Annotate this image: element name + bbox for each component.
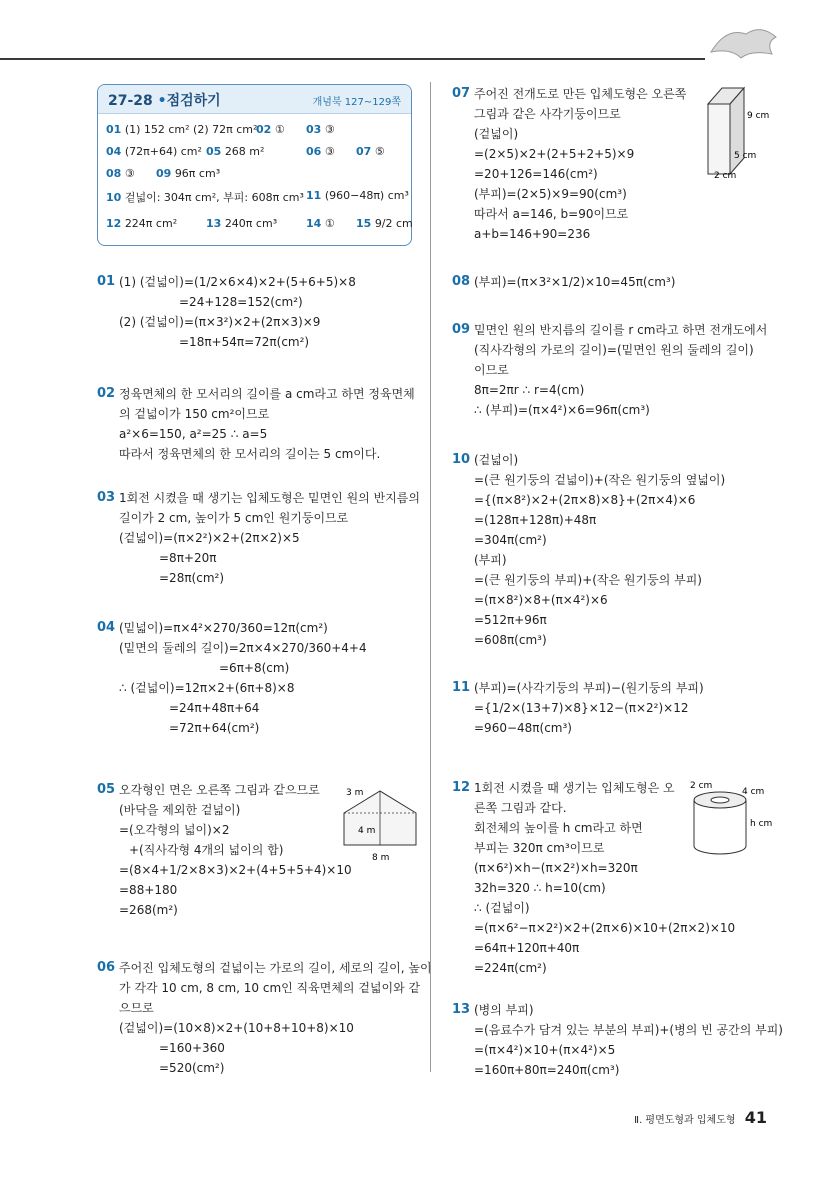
solution-line: 부피는 320π cm³이므로	[474, 841, 605, 855]
solution-line: (부피)=(π×3²×1/2)×10=45π(cm³)	[474, 275, 676, 289]
solution-line: =6π+8(cm)	[219, 661, 290, 675]
answer-text: 224π cm²	[124, 217, 178, 230]
answer-number: 14	[306, 217, 322, 230]
solution-line: =(2×5)×2+(2+5+2+5)×9	[474, 147, 635, 161]
answer-box-header	[98, 85, 411, 114]
solution-number: 02	[97, 386, 116, 401]
chapter-label: Ⅱ. 평면도형과 입체도형	[634, 1115, 736, 1126]
solution-line: (겉넓이)	[474, 127, 519, 141]
solution-line: =160+360	[159, 1041, 225, 1055]
answer-item	[106, 167, 135, 180]
answer-item	[356, 217, 413, 230]
solution-line: =72π+64(cm²)	[169, 721, 260, 735]
solution-number: 11	[452, 680, 471, 695]
solution-line: 이므로	[474, 363, 509, 377]
solution-number: 06	[97, 960, 116, 975]
answer-number: 11	[306, 189, 322, 202]
solution-line: 따라서 정육면체의 한 모서리의 길이는 5 cm이다.	[119, 447, 381, 461]
answer-item	[106, 145, 202, 158]
solution-line: (밑넓이)=π×4²×270/360=12π(cm²)	[119, 621, 328, 635]
answer-text: ③	[324, 123, 335, 136]
solution-line: (2) (겉넓이)=(π×3²)×2+(2π×3)×9	[119, 315, 321, 329]
solution-line: =(π×6²−π×2²)×2+(2π×6)×10+(2π×2)×10	[474, 921, 736, 935]
solution-line: a+b=146+90=236	[474, 227, 591, 241]
answer-number: 04	[106, 145, 122, 158]
solution-line: (직사각형의 가로의 길이)=(밑면인 원의 둘레의 길이)	[474, 343, 754, 357]
answer-number: 02	[256, 123, 272, 136]
answer-box-title: 27-28 •점검하기	[108, 93, 221, 109]
solution-03	[97, 488, 420, 592]
solution-line: =64π+120π+40π	[474, 941, 580, 955]
solution-line: =224π(cm²)	[474, 961, 547, 975]
answer-text: 9/2 cm	[374, 217, 413, 230]
solution-line: =(128π+128π)+48π	[474, 513, 597, 527]
solution-05	[97, 780, 352, 924]
solution-line: =(π×8²)×8+(π×4²)×6	[474, 593, 608, 607]
solution-number: 08	[452, 274, 471, 289]
solution-line: =(π×4²)×10+(π×4²)×5	[474, 1043, 616, 1057]
square-prism-figure	[700, 82, 810, 182]
answer-text: ①	[274, 123, 285, 136]
solution-line: =(큰 원기둥의 부피)+(작은 원기둥의 부피)	[474, 573, 702, 587]
solution-10	[452, 450, 772, 654]
solution-line: 른쪽 그림과 같다.	[474, 801, 567, 815]
answer-item	[306, 189, 409, 202]
hollow-cylinder-figure	[688, 778, 778, 858]
top-rule	[0, 58, 705, 60]
answer-text: ③	[324, 145, 335, 158]
solution-line: 32h=320 ∴ h=10(cm)	[474, 881, 606, 895]
solution-line: =(큰 원기둥의 겉넓이)+(작은 원기둥의 옆넓이)	[474, 473, 726, 487]
answer-item	[206, 217, 277, 230]
solution-line: (1) (겉넓이)=(1/2×6×4)×2+(5+6+5)×8	[119, 275, 356, 289]
answer-text: 268 m²	[224, 145, 265, 158]
solution-line: (부피)	[474, 553, 507, 567]
answer-text: (72π+64) cm²	[124, 145, 202, 158]
answer-text: ①	[324, 217, 335, 230]
solution-line: ={(π×8²)×2+(2π×8)×8}+(2π×4)×6	[474, 493, 696, 507]
answer-item	[306, 217, 335, 230]
answer-number: 10	[106, 191, 122, 204]
solution-line: ∴ (겉넓이)	[474, 901, 530, 915]
solution-line: =8π+20π	[159, 551, 217, 565]
solution-line: (겉넓이)=(π×2²)×2+(2π×2)×5	[119, 531, 300, 545]
fig12-outer-label: 4 cm	[742, 787, 765, 797]
solution-08	[452, 272, 772, 296]
solution-line: =(오각형의 넓이)×2	[119, 823, 230, 837]
answer-item	[206, 145, 264, 158]
answer-number: 05	[206, 145, 222, 158]
answer-text: (960−48π) cm³	[324, 189, 409, 202]
solution-line: =24+128=152(cm²)	[179, 295, 303, 309]
solution-13	[452, 1000, 783, 1084]
solution-line: =24π+48π+64	[169, 701, 260, 715]
solution-number: 13	[452, 1002, 471, 1017]
solution-line: 1회전 시켰을 때 생기는 입체도형은 밑면인 원의 반지름의	[119, 491, 420, 505]
solution-line: 회전체의 높이를 h cm라고 하면	[474, 821, 643, 835]
answer-item	[306, 123, 335, 136]
solution-line: (겉넓이)=(10×8)×2+(10+8+10+8)×10	[119, 1021, 354, 1035]
pentagon-prism-face-figure	[336, 785, 426, 865]
answer-item	[306, 145, 335, 158]
fig05-bottom-label: 8 m	[372, 853, 390, 863]
solution-line: +(직사각형 4개의 넓이의 합)	[129, 843, 284, 857]
solution-number: 01	[97, 274, 116, 289]
solution-line: =512π+96π	[474, 613, 547, 627]
answer-item	[106, 189, 304, 205]
solution-line: =960−48π(cm³)	[474, 721, 572, 735]
column-divider	[430, 82, 431, 1072]
answer-text: 240π cm³	[224, 217, 278, 230]
answer-number: 01	[106, 123, 122, 136]
answer-item	[156, 167, 220, 180]
answer-number: 09	[156, 167, 172, 180]
page-footer	[634, 1108, 767, 1127]
solution-number: 05	[97, 782, 116, 797]
answer-number: 07	[356, 145, 372, 158]
solution-number: 10	[452, 452, 471, 467]
solution-line: =608π(cm³)	[474, 633, 547, 647]
solution-line: =(8×4+1/2×8×3)×2+(4+5+5+4)×10	[119, 863, 352, 877]
answer-text: 겉넓이: 304π cm², 부피: 608π cm³	[124, 191, 304, 204]
answer-text: ③	[124, 167, 135, 180]
answer-number: 15	[356, 217, 372, 230]
solution-line: =(음료수가 담겨 있는 부분의 부피)+(병의 빈 공간의 부피)	[474, 1023, 783, 1037]
answer-number: 06	[306, 145, 322, 158]
solution-01	[97, 272, 417, 356]
solution-line: 밑면인 원의 반지름의 길이를 r cm라고 하면 전개도에서	[474, 323, 768, 337]
fig07-depth-label: 5 cm	[734, 151, 757, 161]
solution-line: 길이가 2 cm, 높이가 5 cm인 원기둥이므로	[119, 511, 349, 525]
solution-line: (부피)=(사각기둥의 부피)−(원기둥의 부피)	[474, 681, 704, 695]
solution-line: =304π(cm²)	[474, 533, 547, 547]
solution-02	[97, 384, 417, 468]
answer-number: 12	[106, 217, 122, 230]
page-number: 41	[744, 1108, 767, 1127]
solution-line: =28π(cm²)	[159, 571, 225, 585]
solution-number: 04	[97, 620, 116, 635]
solution-line: =520(cm²)	[159, 1061, 225, 1075]
fig05-top-label: 3 m	[346, 788, 364, 798]
solution-line: 주어진 입체도형의 겉넓이는 가로의 길이, 세로의 길이, 높이	[119, 961, 432, 975]
solution-07	[452, 84, 692, 248]
answer-item	[356, 145, 385, 158]
solution-line: 정육면체의 한 모서리의 길이를 a cm라고 하면 정육면체	[119, 387, 415, 401]
solution-09	[452, 320, 772, 424]
answer-number: 08	[106, 167, 122, 180]
solution-line: =20+126=146(cm²)	[474, 167, 598, 181]
solution-line: 8π=2πr ∴ r=4(cm)	[474, 383, 585, 397]
concept-ref: 개념북 127~129쪽	[312, 97, 401, 108]
fig12-height-label: h cm	[750, 819, 773, 829]
answer-text: 96π cm³	[174, 167, 221, 180]
corner-decoration-icon	[706, 22, 778, 62]
solution-line: a²×6=150, a²=25 ∴ a=5	[119, 427, 268, 441]
solution-line: =88+180	[119, 883, 178, 897]
answer-item	[106, 217, 177, 230]
solution-06	[97, 958, 432, 1082]
solution-line: =160π+80π=240π(cm³)	[474, 1063, 620, 1077]
answer-box	[97, 84, 412, 246]
solution-line: 가 각각 10 cm, 8 cm, 10 cm인 직육면체의 겉넓이와 같	[119, 981, 421, 995]
solution-04	[97, 618, 417, 742]
solution-line: (겉넓이)	[474, 453, 519, 467]
solution-number: 12	[452, 780, 471, 795]
solution-line: (π×6²)×h−(π×2²)×h=320π	[474, 861, 638, 875]
solution-line: ∴ (겉넓이)=12π×2+(6π+8)×8	[119, 681, 295, 695]
solution-line: (부피)=(2×5)×9=90(cm³)	[474, 187, 627, 201]
solution-number: 03	[97, 490, 116, 505]
solution-line: (밑면의 둘레의 길이)=2π×4×270/360+4+4	[119, 641, 367, 655]
answer-item	[256, 123, 285, 136]
fig07-width-label: 2 cm	[714, 171, 737, 181]
answer-number: 13	[206, 217, 222, 230]
solution-11	[452, 678, 772, 742]
solution-line: (바닥을 제외한 겉넓이)	[119, 803, 241, 817]
answer-text: ⑤	[374, 145, 385, 158]
solution-line: 주어진 전개도로 만든 입체도형은 오른쪽	[474, 87, 687, 101]
fig07-height-label: 9 cm	[747, 111, 770, 121]
solution-line: 그림과 같은 사각기둥이므로	[474, 107, 621, 121]
solution-line: =18π+54π=72π(cm²)	[179, 335, 310, 349]
solution-line: 으므로	[119, 1001, 154, 1015]
solution-line: ∴ (부피)=(π×4²)×6=96π(cm³)	[474, 403, 650, 417]
answer-item	[106, 123, 257, 136]
solution-number: 07	[452, 86, 471, 101]
solution-line: ={1/2×(13+7)×8}×12−(π×2²)×12	[474, 701, 689, 715]
solution-line: =268(m²)	[119, 903, 178, 917]
answer-text: (1) 152 cm² (2) 72π cm²	[124, 123, 258, 136]
fig12-inner-label: 2 cm	[690, 781, 713, 791]
fig05-side-label: 4 m	[358, 826, 376, 836]
solution-line: 의 겉넓이가 150 cm²이므로	[119, 407, 270, 421]
answer-number: 03	[306, 123, 322, 136]
solution-line: 따라서 a=146, b=90이므로	[474, 207, 629, 221]
solution-number: 09	[452, 322, 471, 337]
solution-line: 1회전 시켰을 때 생기는 입체도형은 오	[474, 781, 675, 795]
solution-line: (병의 부피)	[474, 1003, 534, 1017]
solution-line: 오각형인 면은 오른쪽 그림과 같으므로	[119, 783, 320, 797]
